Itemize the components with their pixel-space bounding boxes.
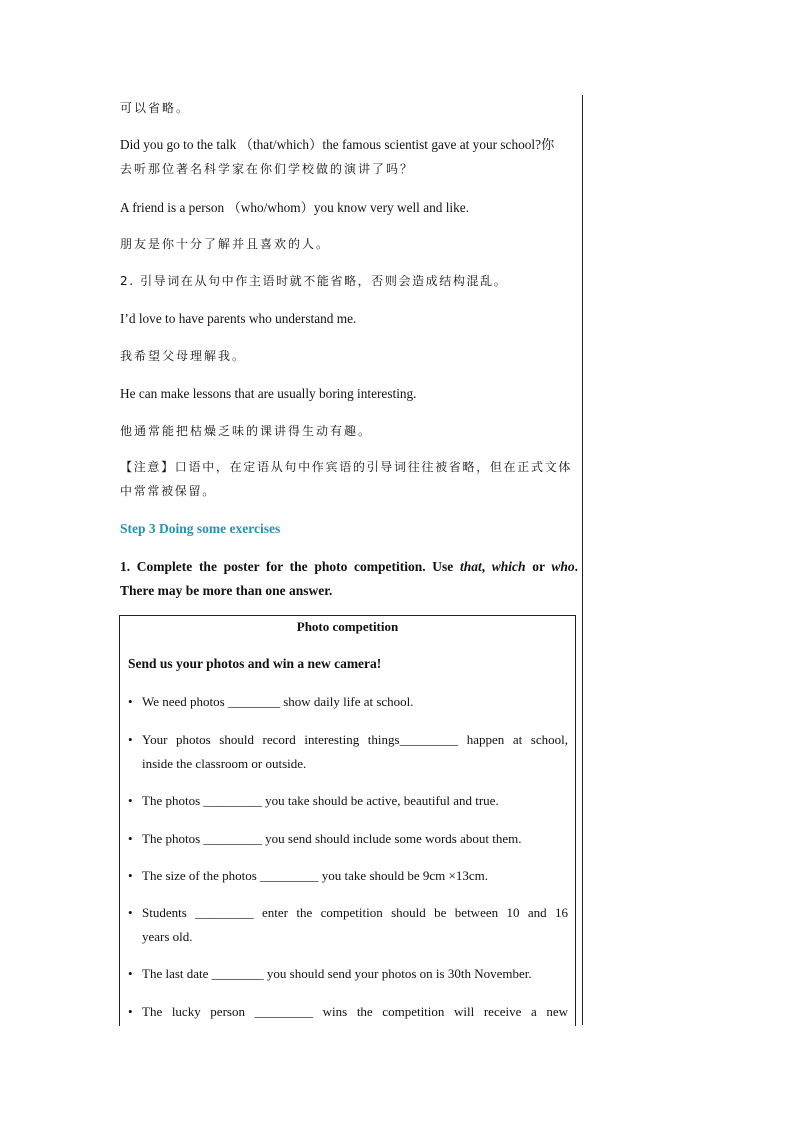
example-2-en: A friend is a person （who/whom）you know very well and like. (120, 200, 469, 215)
rule-2: 2. 引导词在从句中作主语时就不能省略，否则会造成结构混乱。 (120, 274, 508, 288)
poster-item-text: We need photos ________ show daily life at school. (142, 694, 414, 709)
exercise-instruction-line-2: There may be more than one answer. (120, 583, 333, 598)
bullet: • (128, 966, 133, 981)
bullet: • (128, 793, 133, 808)
poster-item-8 (128, 1000, 568, 1024)
bullet: • (128, 732, 133, 747)
example-2-cn: 朋友是你十分了解并且喜欢的人。 (120, 237, 331, 251)
bullet: • (128, 868, 133, 883)
poster-item-text: The last date ________ you should send your photos on is 30th November. (142, 966, 532, 981)
poster-item-text: The photos _________ you send should include some words about them. (142, 831, 522, 846)
poster-item-text: Your photos should record interesting things_________ happen at school, (142, 732, 568, 747)
note-line-1: 可以省略。 (120, 101, 191, 115)
poster-item-3 (128, 789, 568, 813)
poster-item-5 (128, 864, 568, 888)
poster-item-text: The photos _________ you take should be active, beautiful and true. (142, 793, 499, 808)
bullet: • (128, 831, 133, 846)
poster-item-text: The size of the photos _________ you take should be 9cm ×13cm. (142, 868, 488, 883)
table-right-border (582, 95, 583, 1025)
example-1-cn: 去听那位著名科学家在你们学校做的演讲了吗？ (120, 162, 415, 176)
poster-subtitle: Send us your photos and win a new camera! (128, 656, 382, 671)
period: . (574, 559, 579, 574)
example-3-en: I’d love to have parents who understand me. (120, 311, 357, 326)
example-4-en: He can make lessons that are usually boring interesting. (120, 386, 417, 401)
poster-item-2-line-1 (128, 728, 568, 752)
poster-item-8-line-1 (128, 1000, 568, 1024)
poster-item-2 (128, 728, 568, 776)
attention-note-line-2: 中常常被保留。 (120, 484, 216, 498)
word-that: that (459, 559, 482, 574)
step-heading: Step 3 Doing some exercises (120, 521, 281, 536)
poster-item-6-line-1 (128, 901, 568, 925)
poster-item-6-line-2: years old. (142, 929, 193, 944)
poster-item-6 (128, 901, 568, 949)
example-1-en: Did you go to the talk （that/which）the famous scientist gave at your school?你 (120, 137, 555, 152)
poster-item-4 (128, 827, 568, 851)
poster-title: Photo competition (296, 619, 399, 634)
example-3-cn: 我希望父母理解我。 (120, 349, 247, 363)
comma: , (481, 559, 492, 574)
poster-item-text: Students _________ enter the competition should be between 10 and 16 (142, 905, 568, 920)
instruction-text: 1. Complete the poster for the photo competition. Use (120, 559, 460, 574)
exercise-instruction-line-1 (120, 555, 578, 579)
word-which: which (491, 559, 526, 574)
poster-item-1 (128, 690, 568, 714)
bullet: • (128, 1004, 133, 1019)
example-1 (120, 133, 578, 181)
bullet: • (128, 694, 133, 709)
poster-item-7 (128, 962, 568, 986)
example-4-cn: 他通常能把枯燥乏味的课讲得生动有趣。 (120, 424, 373, 438)
poster-item-2-line-2: inside the classroom or outside. (142, 756, 307, 771)
bullet: • (128, 905, 133, 920)
attention-note (120, 455, 578, 503)
attention-note-line-1: 【注意】口语中，在定语从句中作宾语的引导词往往被省略，但在正式文体 (120, 460, 573, 474)
poster-box (119, 615, 576, 1026)
word-who: who (551, 559, 575, 574)
exercise-instruction (120, 555, 578, 603)
or-text: or (525, 559, 552, 574)
poster-item-text: The lucky person _________ wins the competition will receive a new (142, 1004, 568, 1019)
